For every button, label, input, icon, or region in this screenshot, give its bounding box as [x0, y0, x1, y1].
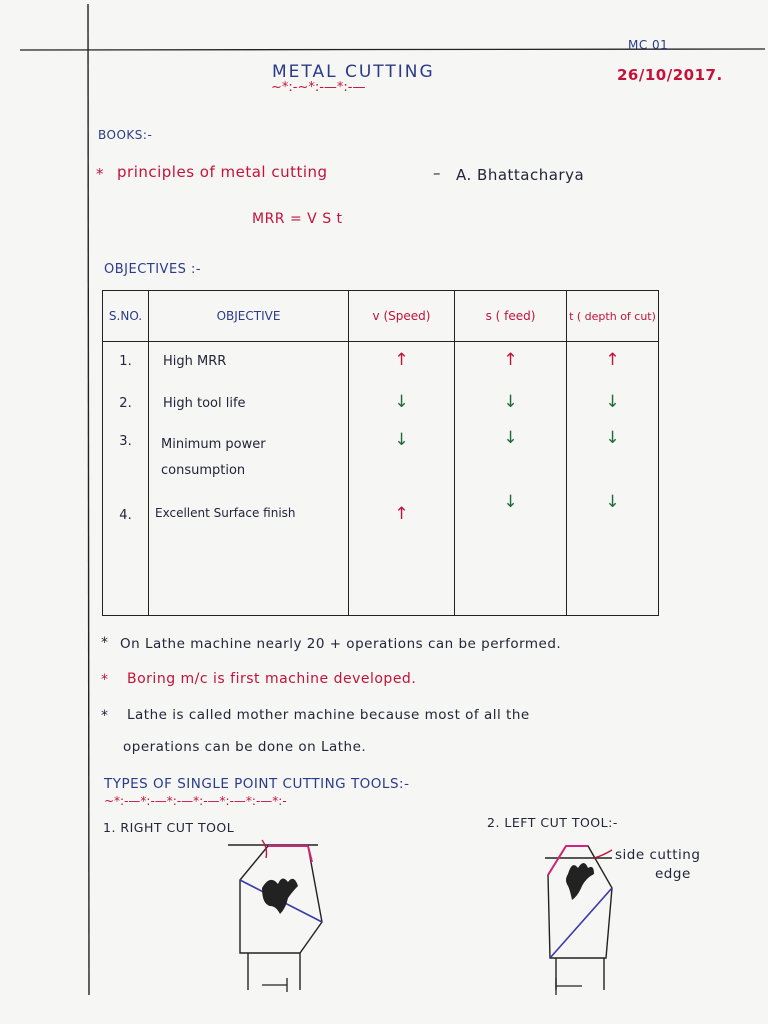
table-row [103, 428, 659, 492]
col-header-feed: s ( feed) [455, 291, 567, 342]
col-header-speed: v (Speed) [349, 291, 455, 342]
depth-arrow: ↓ [605, 427, 620, 448]
note-bullet: * [101, 708, 109, 724]
objectives-heading: OBJECTIVES :- [104, 262, 202, 277]
types-heading: TYPES OF SINGLE POINT CUTTING TOOLS:- [104, 776, 410, 792]
table-row [103, 492, 659, 616]
page-title: METAL CUTTING [272, 62, 435, 82]
right-cut-tool-sketch [228, 840, 322, 992]
left-margin-line [88, 4, 89, 995]
depth-arrow: ↓ [605, 391, 620, 412]
feed-arrow: ↓ [503, 491, 518, 512]
feed-arrow: ↓ [503, 391, 518, 412]
speed-arrow: ↑ [394, 350, 409, 370]
row-sno: 3. [103, 428, 149, 492]
table-row [103, 388, 659, 428]
types-heading-decoration: ~*:-—*:-—*:-—*:-—*:-—*:-—*:- [104, 794, 287, 808]
speed-arrow: ↓ [394, 391, 409, 412]
left-cut-tool-sketch [545, 846, 612, 995]
col-header-objective: OBJECTIVE [149, 291, 349, 342]
page-ref-code: MC 01 [628, 38, 669, 52]
feed-arrow: ↑ [503, 350, 518, 370]
right-cut-tool-label: 1. RIGHT CUT TOOL [103, 820, 235, 835]
depth-arrow: ↓ [605, 491, 620, 512]
side-cutting-edge-label: side cutting [615, 847, 701, 863]
row-objective: High tool life [149, 388, 349, 428]
col-header-sno: S.NO. [103, 291, 149, 342]
depth-arrow: ↑ [605, 350, 620, 370]
note-boring-machine: Boring m/c is first machine developed. [127, 671, 417, 687]
row-sno: 2. [103, 388, 149, 428]
books-label: BOOKS:- [98, 128, 153, 142]
note-bullet: * [101, 635, 109, 651]
mrr-formula: MRR = V S t [252, 211, 343, 227]
side-cutting-edge-label-2: edge [655, 866, 691, 882]
note-mother-machine-cont: operations can be done on Lathe. [123, 739, 367, 755]
books-bullet: * [96, 165, 104, 183]
table-header-row [103, 291, 659, 342]
row-sno: 1. [103, 342, 149, 388]
page-date: 26/10/2017. [617, 66, 723, 84]
speed-arrow: ↓ [394, 429, 409, 450]
book-author: A. Bhattacharya [456, 166, 585, 184]
note-lathe-operations: On Lathe machine nearly 20 + operations can be performed. [120, 636, 562, 652]
speed-arrow: ↑ [394, 503, 409, 524]
row-objective: Minimum power consumption [149, 428, 349, 492]
row-objective: Excellent Surface finish [149, 492, 349, 616]
feed-arrow: ↓ [503, 427, 518, 448]
book-title: principles of metal cutting [117, 163, 328, 181]
note-bullet: * [101, 672, 109, 688]
book-dash: – [433, 164, 441, 182]
row-objective: High MRR [149, 342, 349, 388]
left-cut-tool-label: 2. LEFT CUT TOOL:- [487, 815, 618, 830]
col-header-depth: t ( depth of cut) [567, 291, 659, 342]
objectives-table [102, 290, 659, 616]
row-sno: 4. [103, 492, 149, 616]
title-decoration: ~*:-~*:-—*:-— [271, 80, 366, 95]
table-row [103, 342, 659, 388]
note-mother-machine: Lathe is called mother machine because most of all the [127, 707, 530, 723]
